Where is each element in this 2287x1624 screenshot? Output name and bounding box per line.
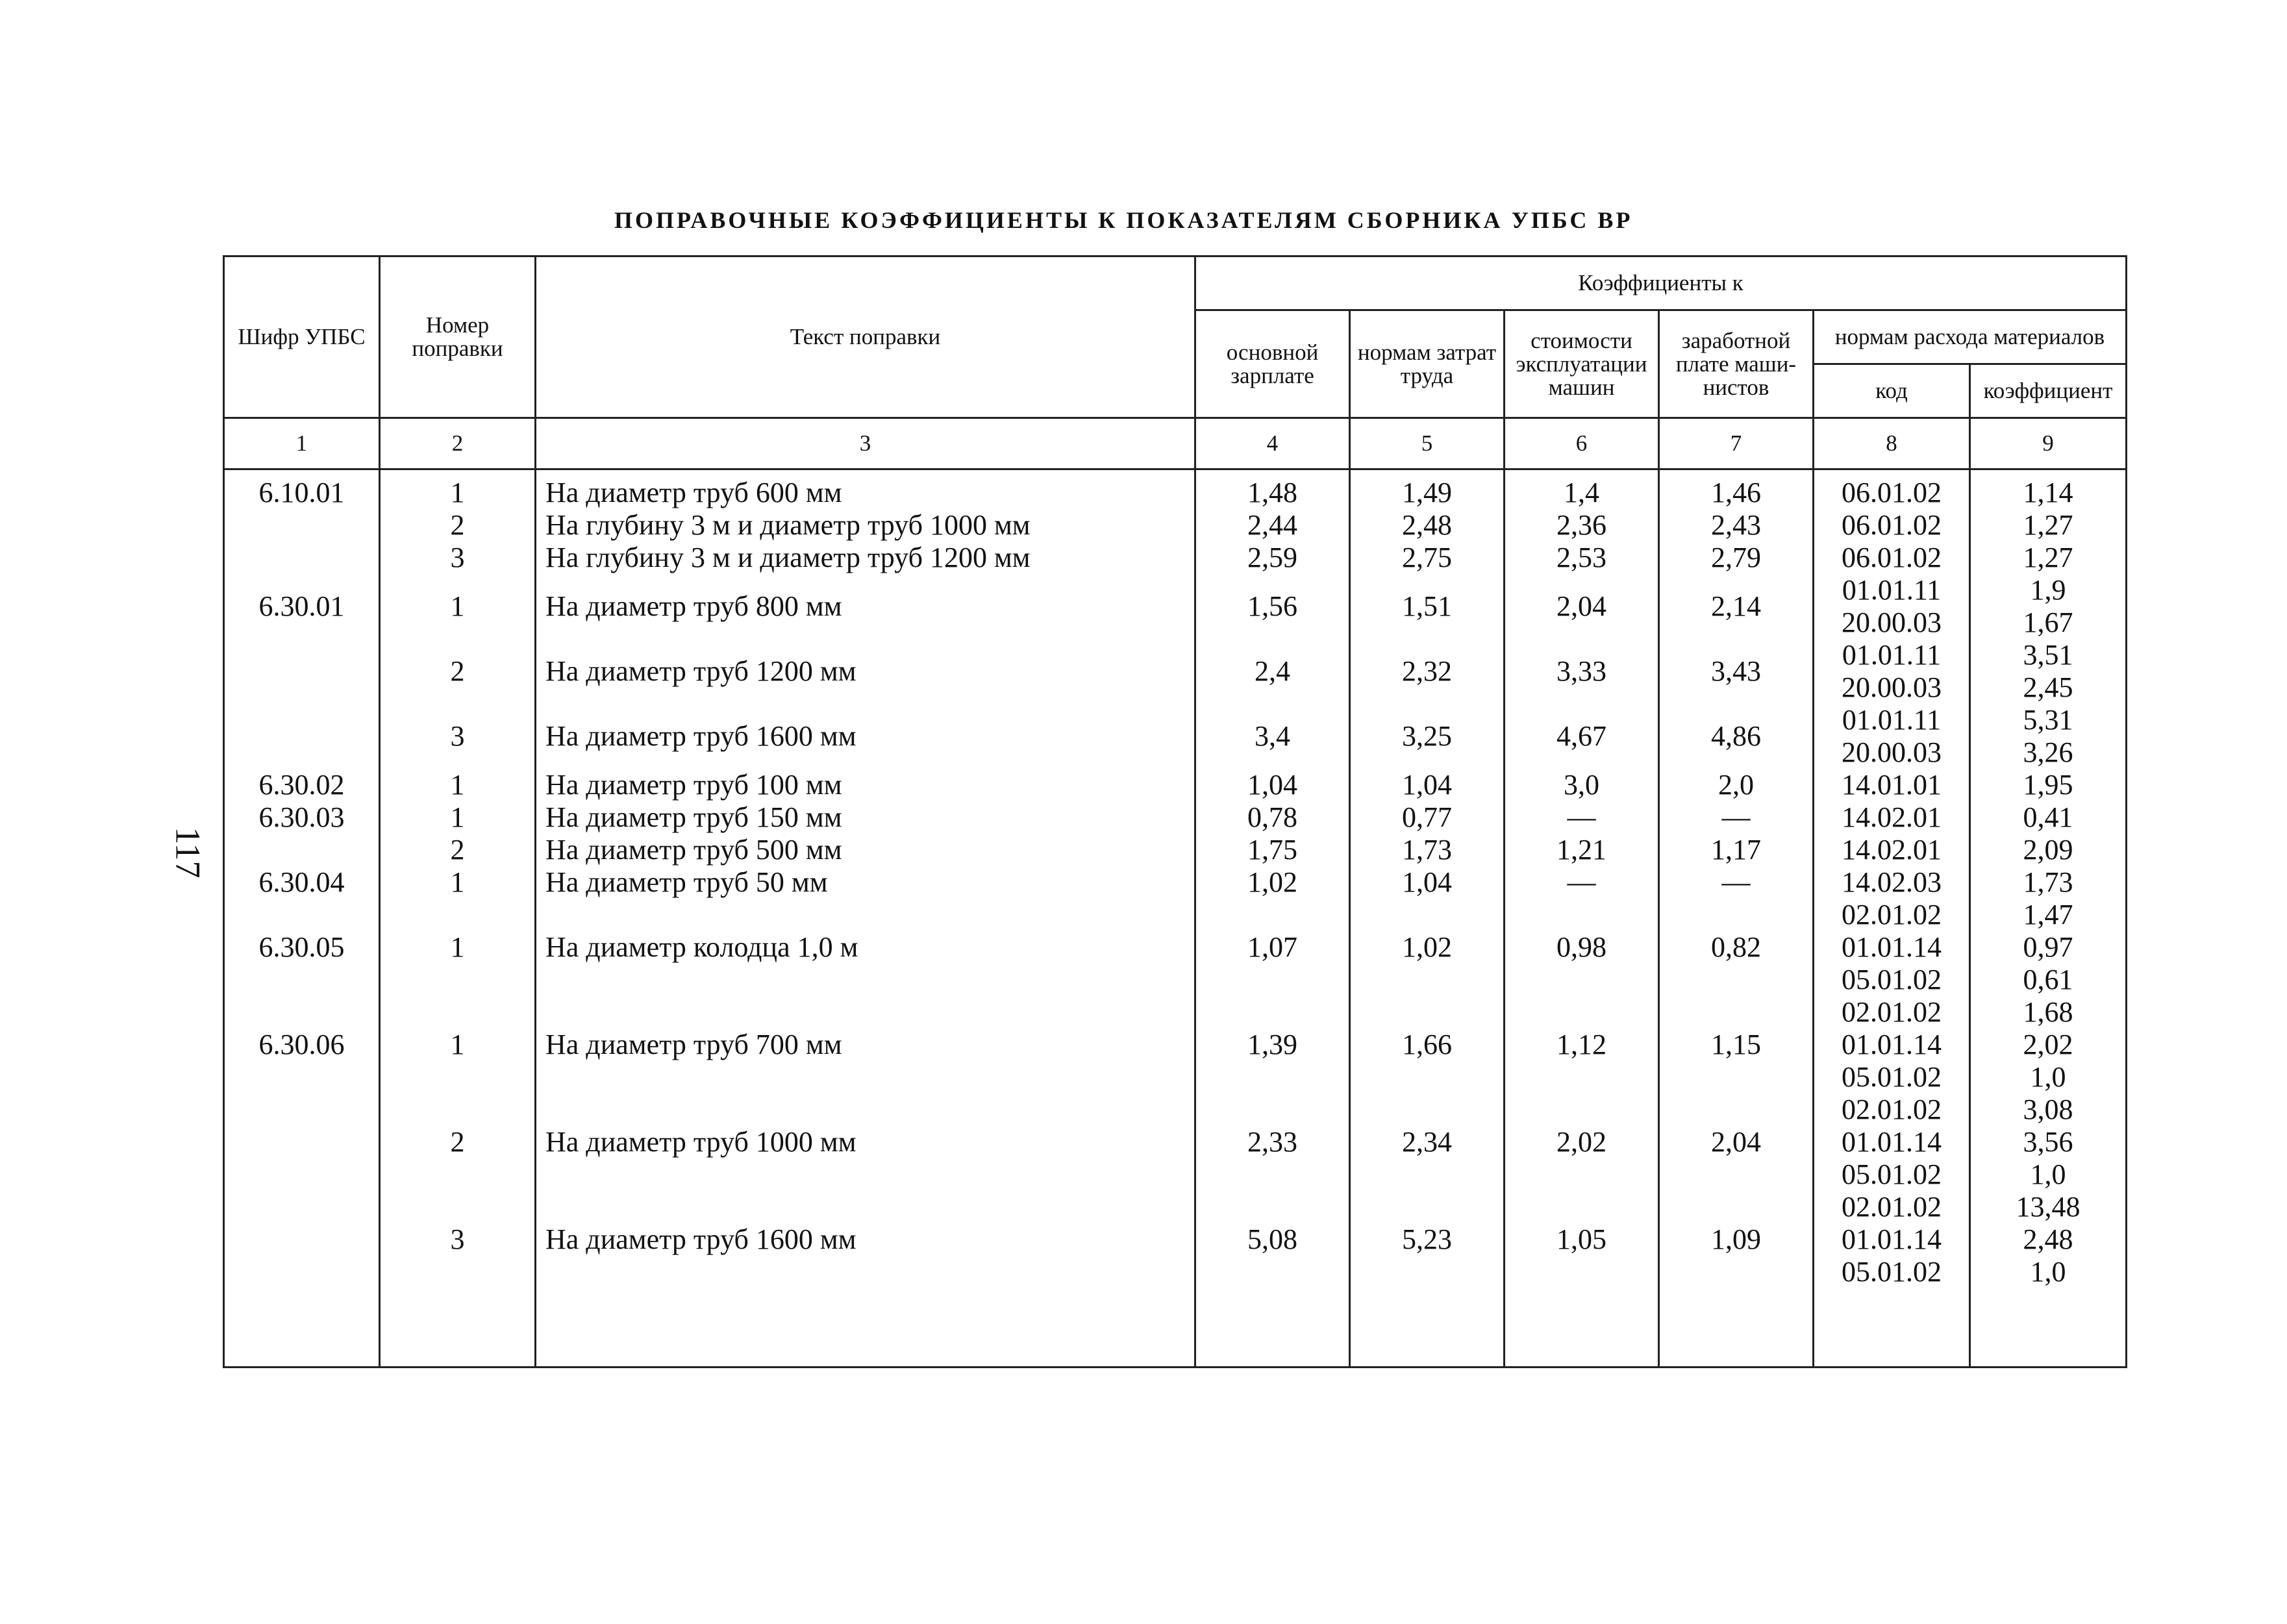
cell-operator-wages: — xyxy=(1659,866,1814,899)
cell-base-salary: 2,33 xyxy=(1195,1093,1350,1191)
cell-material-coefficient xyxy=(1970,509,2127,542)
page-number: 117 xyxy=(168,827,208,879)
cell-material-coefficient xyxy=(1970,769,2127,801)
table-row xyxy=(224,477,2127,509)
cell-cipher xyxy=(224,704,380,769)
cell-correction-number: 3 xyxy=(380,542,536,574)
material-coefficient: 13,48 xyxy=(2016,1191,2081,1223)
cell-operator-wages: 2,04 xyxy=(1659,1093,1814,1191)
material-code: 01.01.11 xyxy=(1842,704,1942,736)
cell-labor-norms: 1,02 xyxy=(1350,899,1505,996)
cell-cipher xyxy=(224,542,380,574)
cell-correction-number: 1 xyxy=(380,866,536,899)
material-code: 02.01.02 xyxy=(1842,1191,1942,1223)
cell-material-code xyxy=(1814,996,1970,1093)
cell-correction-text: На диаметр труб 1000 мм xyxy=(536,1093,1195,1191)
header-labor-norms: нормам затрат труда xyxy=(1350,310,1505,418)
cell-material-code xyxy=(1814,704,1970,769)
cell-labor-norms: 3,25 xyxy=(1350,704,1505,769)
table-row xyxy=(224,996,2127,1093)
material-coefficient: 1,95 xyxy=(2023,769,2073,801)
cell-operator-wages: 1,46 xyxy=(1659,477,1814,509)
cell-correction-number: 1 xyxy=(380,477,536,509)
table-row xyxy=(224,704,2127,769)
cell-material-coefficient xyxy=(1970,866,2127,899)
cell-material-code xyxy=(1814,1191,1970,1288)
table-row xyxy=(224,1093,2127,1191)
cell-cipher xyxy=(224,509,380,542)
header-machine-cost: стоимости эксплуатации машин xyxy=(1505,310,1659,418)
cell-machine-cost: 2,36 xyxy=(1505,509,1659,542)
cell-correction-text: На диаметр труб 150 мм xyxy=(536,801,1195,834)
cell-machine-cost: 3,0 xyxy=(1505,769,1659,801)
cell-correction-number: 1 xyxy=(380,574,536,639)
cell-labor-norms: 2,75 xyxy=(1350,542,1505,574)
material-code: 05.01.02 xyxy=(1842,964,1942,995)
cell-base-salary: 1,07 xyxy=(1195,899,1350,996)
cell-cipher xyxy=(224,1093,380,1191)
table-row xyxy=(224,801,2127,834)
cell-material-coefficient xyxy=(1970,704,2127,769)
cell-material-code xyxy=(1814,509,1970,542)
cell-operator-wages: 3,43 xyxy=(1659,639,1814,704)
cell-correction-number: 1 xyxy=(380,769,536,801)
header-coefficients: Коэффициенты к xyxy=(1195,256,2127,310)
cell-base-salary: 2,4 xyxy=(1195,639,1350,704)
cell-material-code xyxy=(1814,639,1970,704)
cell-correction-number: 3 xyxy=(380,704,536,769)
cell-machine-cost: 2,04 xyxy=(1505,574,1659,639)
table-row xyxy=(224,866,2127,899)
cell-correction-number: 2 xyxy=(380,509,536,542)
cell-correction-text: На диаметр труб 50 мм xyxy=(536,866,1195,899)
cell-cipher: 6.30.02 xyxy=(224,769,380,801)
material-code: 02.01.02 xyxy=(1842,1093,1942,1125)
cell-material-coefficient xyxy=(1970,801,2127,834)
material-coefficient: 3,56 xyxy=(2023,1126,2073,1158)
cell-material-coefficient xyxy=(1970,1191,2127,1288)
cell-cipher xyxy=(224,834,380,866)
material-coefficient: 0,61 xyxy=(2023,964,2073,995)
cell-correction-number: 2 xyxy=(380,1093,536,1191)
cell-operator-wages: 2,14 xyxy=(1659,574,1814,639)
cell-labor-norms: 1,73 xyxy=(1350,834,1505,866)
cell-operator-wages: 4,86 xyxy=(1659,704,1814,769)
cell-cipher xyxy=(224,639,380,704)
cell-base-salary: 1,39 xyxy=(1195,996,1350,1093)
material-coefficient: 1,68 xyxy=(2023,996,2073,1028)
material-code: 02.01.02 xyxy=(1842,996,1942,1028)
material-coefficient: 2,45 xyxy=(2023,671,2073,703)
cell-material-code xyxy=(1814,542,1970,574)
cell-base-salary: 5,08 xyxy=(1195,1191,1350,1288)
material-coefficient: 1,73 xyxy=(2023,866,2073,898)
cell-material-code xyxy=(1814,477,1970,509)
cell-material-coefficient xyxy=(1970,639,2127,704)
cell-operator-wages: — xyxy=(1659,801,1814,834)
material-code: 05.01.02 xyxy=(1842,1256,1942,1288)
cell-correction-number: 3 xyxy=(380,1191,536,1288)
cell-machine-cost: 1,05 xyxy=(1505,1191,1659,1288)
coefficients-table xyxy=(223,255,2127,1368)
material-coefficient: 1,67 xyxy=(2023,606,2073,638)
cell-labor-norms: 1,66 xyxy=(1350,996,1505,1093)
cell-correction-text: На диаметр труб 1600 мм xyxy=(536,704,1195,769)
cell-cipher: 6.30.03 xyxy=(224,801,380,834)
cell-material-coefficient xyxy=(1970,899,2127,996)
cell-base-salary: 1,48 xyxy=(1195,477,1350,509)
material-coefficient: 1,47 xyxy=(2023,899,2073,931)
cell-operator-wages: 2,0 xyxy=(1659,769,1814,801)
material-code: 06.01.02 xyxy=(1842,477,1942,508)
cell-labor-norms: 2,34 xyxy=(1350,1093,1505,1191)
material-coefficient: 2,48 xyxy=(2023,1223,2073,1255)
cell-material-code xyxy=(1814,1093,1970,1191)
cell-material-code xyxy=(1814,899,1970,996)
material-code: 05.01.02 xyxy=(1842,1061,1942,1093)
material-code: 01.01.14 xyxy=(1842,1029,1942,1060)
cell-material-code xyxy=(1814,574,1970,639)
header-coefficient: коэффициент xyxy=(1970,364,2127,418)
cell-labor-norms: 5,23 xyxy=(1350,1191,1505,1288)
header-operator-wages: заработной плате маши- нистов xyxy=(1659,310,1814,418)
material-code: 14.02.03 xyxy=(1842,866,1942,898)
material-coefficient: 2,09 xyxy=(2023,834,2073,866)
material-code: 05.01.02 xyxy=(1842,1158,1942,1190)
cell-base-salary: 1,02 xyxy=(1195,866,1350,899)
header-correction-number: Номер поправки xyxy=(380,256,536,418)
material-code: 06.01.02 xyxy=(1842,509,1942,541)
material-code: 06.01.02 xyxy=(1842,542,1942,573)
cell-machine-cost: 4,67 xyxy=(1505,704,1659,769)
material-code: 20.00.03 xyxy=(1842,606,1942,638)
column-number: 4 xyxy=(1195,418,1350,469)
column-number: 2 xyxy=(380,418,536,469)
cell-machine-cost: 1,21 xyxy=(1505,834,1659,866)
material-code: 20.00.03 xyxy=(1842,671,1942,703)
cell-machine-cost: — xyxy=(1505,801,1659,834)
material-code: 02.01.02 xyxy=(1842,899,1942,931)
cell-material-coefficient xyxy=(1970,477,2127,509)
material-coefficient: 1,0 xyxy=(2030,1158,2066,1190)
cell-correction-number: 1 xyxy=(380,996,536,1093)
cell-labor-norms: 2,32 xyxy=(1350,639,1505,704)
cell-operator-wages: 0,82 xyxy=(1659,899,1814,996)
material-coefficient: 5,31 xyxy=(2023,704,2073,736)
cell-machine-cost: — xyxy=(1505,866,1659,899)
header-base-salary: основной зарплате xyxy=(1195,310,1350,418)
column-number: 9 xyxy=(1970,418,2127,469)
cell-cipher: 6.30.01 xyxy=(224,574,380,639)
cell-machine-cost: 1,4 xyxy=(1505,477,1659,509)
cell-base-salary: 0,78 xyxy=(1195,801,1350,834)
material-coefficient: 3,51 xyxy=(2023,639,2073,671)
table-row xyxy=(224,639,2127,704)
material-coefficient: 0,97 xyxy=(2023,931,2073,963)
material-code: 01.01.11 xyxy=(1842,639,1942,671)
table-row xyxy=(224,834,2127,866)
cell-machine-cost: 3,33 xyxy=(1505,639,1659,704)
cell-operator-wages: 1,17 xyxy=(1659,834,1814,866)
cell-correction-number: 2 xyxy=(380,834,536,866)
cell-machine-cost: 1,12 xyxy=(1505,996,1659,1093)
cell-correction-text: На глубину 3 м и диаметр труб 1000 мм xyxy=(536,509,1195,542)
column-numbers-row xyxy=(224,418,2127,469)
material-code: 01.01.14 xyxy=(1842,1223,1942,1255)
cell-operator-wages: 2,43 xyxy=(1659,509,1814,542)
cell-base-salary: 1,75 xyxy=(1195,834,1350,866)
cell-material-coefficient xyxy=(1970,1093,2127,1191)
cell-labor-norms: 1,51 xyxy=(1350,574,1505,639)
cell-correction-text: На глубину 3 м и диаметр труб 1200 мм xyxy=(536,542,1195,574)
cell-machine-cost: 2,02 xyxy=(1505,1093,1659,1191)
cell-material-code xyxy=(1814,801,1970,834)
material-coefficient: 3,08 xyxy=(2023,1093,2073,1125)
cell-material-code xyxy=(1814,866,1970,899)
header-code: код xyxy=(1814,364,1970,418)
cell-base-salary: 3,4 xyxy=(1195,704,1350,769)
cell-labor-norms: 1,04 xyxy=(1350,769,1505,801)
cell-cipher: 6.30.06 xyxy=(224,996,380,1093)
material-code: 14.02.01 xyxy=(1842,834,1942,866)
cell-cipher: 6.10.01 xyxy=(224,477,380,509)
table-row xyxy=(224,899,2127,996)
material-coefficient: 1,27 xyxy=(2023,542,2073,573)
cell-correction-text: На диаметр труб 800 мм xyxy=(536,574,1195,639)
page-title: ПОПРАВОЧНЫЕ КОЭФФИЦИЕНТЫ К ПОКАЗАТЕЛЯМ СБОРНИКА УПБС ВР xyxy=(614,207,1633,233)
cell-correction-text: На диаметр труб 1600 мм xyxy=(536,1191,1195,1288)
cell-correction-number: 1 xyxy=(380,899,536,996)
cell-labor-norms: 1,49 xyxy=(1350,477,1505,509)
cell-cipher: 6.30.05 xyxy=(224,899,380,996)
material-coefficient: 1,0 xyxy=(2030,1061,2066,1093)
cell-labor-norms: 1,04 xyxy=(1350,866,1505,899)
cell-operator-wages: 2,79 xyxy=(1659,542,1814,574)
header-correction-text: Текст поправки xyxy=(536,256,1195,418)
table-row xyxy=(224,574,2127,639)
cell-correction-number: 1 xyxy=(380,801,536,834)
material-coefficient: 1,27 xyxy=(2023,509,2073,541)
material-coefficient: 2,02 xyxy=(2023,1029,2073,1060)
material-code: 20.00.03 xyxy=(1842,736,1942,768)
material-coefficient: 1,9 xyxy=(2030,574,2066,606)
table-row xyxy=(224,769,2127,801)
column-number: 6 xyxy=(1505,418,1659,469)
cell-operator-wages: 1,09 xyxy=(1659,1191,1814,1288)
material-coefficient: 1,14 xyxy=(2023,477,2073,508)
table-row xyxy=(224,1191,2127,1288)
cell-correction-number: 2 xyxy=(380,639,536,704)
material-code: 01.01.11 xyxy=(1842,574,1942,606)
table-row xyxy=(224,509,2127,542)
material-code: 14.01.01 xyxy=(1842,769,1942,801)
cell-base-salary: 2,44 xyxy=(1195,509,1350,542)
cell-correction-text: На диаметр труб 600 мм xyxy=(536,477,1195,509)
cell-material-code xyxy=(1814,769,1970,801)
cell-correction-text: На диаметр труб 1200 мм xyxy=(536,639,1195,704)
cell-base-salary: 1,56 xyxy=(1195,574,1350,639)
cell-material-coefficient xyxy=(1970,542,2127,574)
material-code: 14.02.01 xyxy=(1842,801,1942,833)
cell-correction-text: На диаметр труб 700 мм xyxy=(536,996,1195,1093)
cell-base-salary: 2,59 xyxy=(1195,542,1350,574)
cell-material-coefficient xyxy=(1970,996,2127,1093)
material-code: 01.01.14 xyxy=(1842,1126,1942,1158)
table-row xyxy=(224,542,2127,574)
header-cipher: Шифр УПБС xyxy=(224,256,380,418)
cell-labor-norms: 0,77 xyxy=(1350,801,1505,834)
column-number: 8 xyxy=(1814,418,1970,469)
cell-operator-wages: 1,15 xyxy=(1659,996,1814,1093)
material-coefficient: 1,0 xyxy=(2030,1256,2066,1288)
cell-material-coefficient xyxy=(1970,574,2127,639)
material-coefficient: 0,41 xyxy=(2023,801,2073,833)
cell-cipher xyxy=(224,1191,380,1288)
cell-base-salary: 1,04 xyxy=(1195,769,1350,801)
cell-correction-text: На диаметр колодца 1,0 м xyxy=(536,899,1195,996)
cell-labor-norms: 2,48 xyxy=(1350,509,1505,542)
material-code: 01.01.14 xyxy=(1842,931,1942,963)
cell-correction-text: На диаметр труб 500 мм xyxy=(536,834,1195,866)
cell-material-code xyxy=(1814,834,1970,866)
column-number: 5 xyxy=(1350,418,1505,469)
material-coefficient: 3,26 xyxy=(2023,736,2073,768)
cell-material-coefficient xyxy=(1970,834,2127,866)
cell-machine-cost: 2,53 xyxy=(1505,542,1659,574)
header-material-norms: нормам расхода материалов xyxy=(1814,310,2127,364)
cell-machine-cost: 0,98 xyxy=(1505,899,1659,996)
column-number: 1 xyxy=(224,418,380,469)
column-number: 7 xyxy=(1659,418,1814,469)
cell-cipher: 6.30.04 xyxy=(224,866,380,899)
column-number: 3 xyxy=(536,418,1195,469)
cell-correction-text: На диаметр труб 100 мм xyxy=(536,769,1195,801)
